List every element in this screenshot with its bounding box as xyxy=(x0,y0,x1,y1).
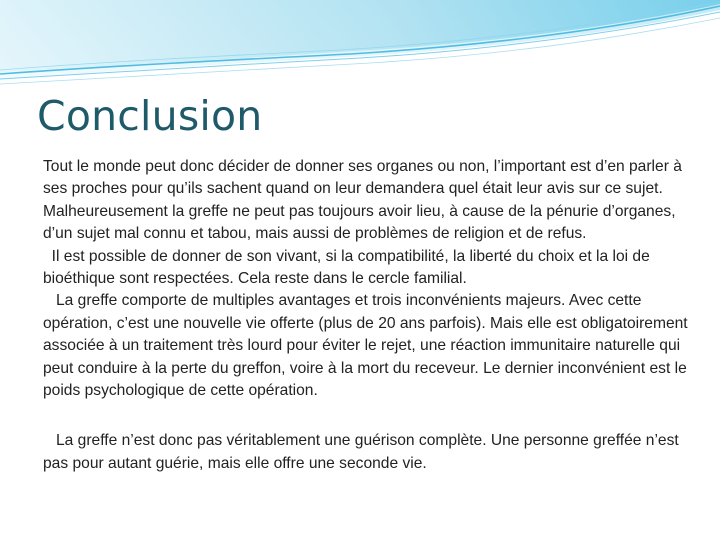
slide-body xyxy=(43,156,693,475)
header-wave-decoration xyxy=(0,0,720,90)
paragraph-advantages: La greffe comporte de multiples avantages et trois inconvénients majeurs. Avec cette opération, c’est une nouvelle vie offerte (plus de 20 ans parfois). Mais elle est obligatoirement associée à un traitement très lourd pour éviter le rejet, une réaction immunitaire naturelle qui peut conduire à la perte du greffon, voire à la mort du receveur. Le dernier inconvénient est le poids psychologique de cette opération. xyxy=(43,292,688,400)
slide-title: Conclusion xyxy=(37,92,263,140)
paragraph-spacer xyxy=(43,402,693,430)
paragraph-final: La greffe n’est donc pas véritablement une guérison complète. Une personne greffée n’est pas pour autant guérie, mais elle offre une seconde vie. xyxy=(43,432,679,472)
paragraph-intro: Tout le monde peut donc décider de donner ses organes ou non, l’important est d’en parler à ses proches pour qu’ils sachent quand on leur demandera quel était leur avis sur ce sujet. Malheureusement la greffe ne peut pas toujours avoir lieu, à cause de la pénurie d’organes, d’un sujet mal connu et tabou, mais aussi de problèmes de religion et de refus. xyxy=(43,158,682,243)
paragraph-living-donation: Il est possible de donner de son vivant, si la compatibilité, la liberté du choix et la loi de bioéthique sont respectées. Cela reste dans le cercle familial. xyxy=(43,247,650,288)
